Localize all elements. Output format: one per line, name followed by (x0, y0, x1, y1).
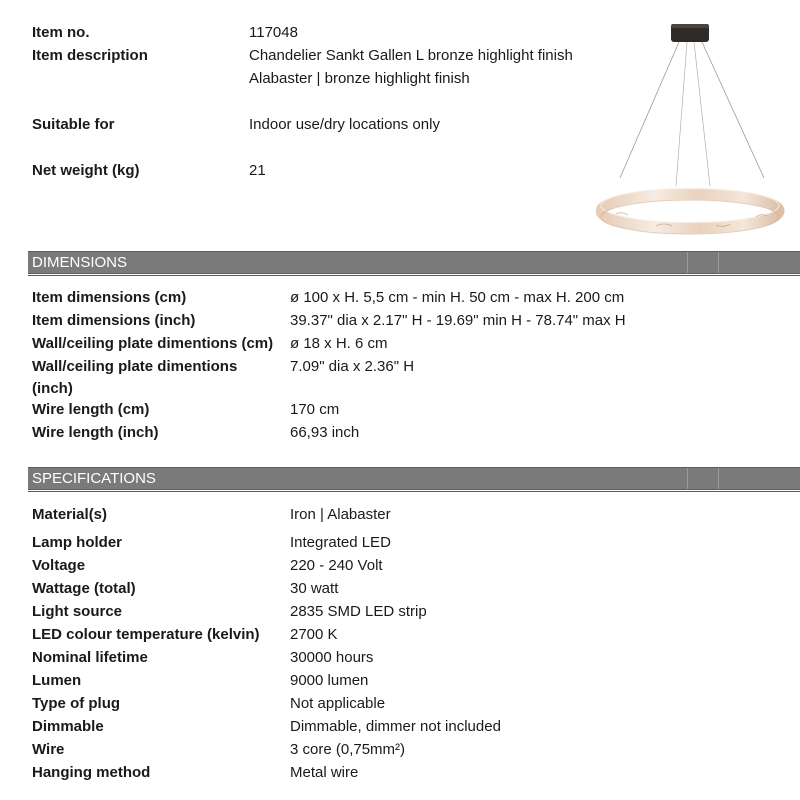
spec-value-wire: 3 core (0,75mm²) (290, 741, 406, 758)
band-divider (687, 252, 688, 273)
dim-label-plate-cm: Wall/ceiling plate dimentions (cm) (32, 335, 274, 352)
spec-label-wattage: Wattage (total) (32, 580, 136, 597)
band-divider (687, 468, 688, 489)
suitable-for-label: Suitable for (32, 116, 115, 133)
spec-value-wattage: 30 watt (290, 580, 339, 597)
net-weight-value: 21 (249, 162, 266, 179)
item-description-label: Item description (32, 47, 148, 64)
spec-label-light-source: Light source (32, 603, 123, 620)
chandelier-product-image (596, 18, 786, 236)
band-divider (718, 252, 719, 273)
dimensions-rule (28, 275, 800, 276)
dim-label-wire-inch: Wire length (inch) (32, 424, 159, 441)
band-divider (718, 468, 719, 489)
dim-label-item-inch: Item dimensions (inch) (32, 312, 196, 329)
spec-label-dimmable: Dimmable (32, 718, 104, 735)
dimensions-header-band (28, 251, 800, 274)
spec-label-lamp-holder: Lamp holder (32, 534, 123, 551)
spec-label-voltage: Voltage (32, 557, 86, 574)
dim-label-wire-cm: Wire length (cm) (32, 401, 150, 418)
dim-value-item-cm: ø 100 x H. 5,5 cm - min H. 50 cm - max H. 200 cm (290, 289, 625, 306)
dim-value-wire-inch: 66,93 inch (290, 424, 360, 441)
spec-value-dimmable: Dimmable, dimmer not included (290, 718, 501, 735)
spec-value-lamp-holder: Integrated LED (290, 534, 391, 551)
spec-label-hanging: Hanging method (32, 764, 151, 781)
item-description-line1: Chandelier Sankt Gallen L bronze highlight finish (249, 47, 573, 64)
spec-value-plug: Not applicable (290, 695, 386, 712)
item-no-value: 117048 (249, 24, 298, 41)
specifications-rule (28, 491, 800, 492)
net-weight-label: Net weight (kg) (32, 162, 140, 179)
spec-value-colour-temp: 2700 K (290, 626, 338, 643)
dim-label-plate-inch: Wall/ceiling plate dimentions (32, 358, 238, 375)
dim-label-item-cm: Item dimensions (cm) (32, 289, 187, 306)
spec-label-plug: Type of plug (32, 695, 121, 712)
spec-value-lifetime: 30000 hours (290, 649, 374, 666)
spec-value-light-source: 2835 SMD LED strip (290, 603, 427, 620)
dim-value-plate-inch: 7.09" dia x 2.36" H (290, 358, 415, 375)
suitable-for-value: Indoor use/dry locations only (249, 116, 440, 133)
spec-label-lifetime: Nominal lifetime (32, 649, 148, 666)
spec-label-wire: Wire (32, 741, 65, 758)
specifications-title: SPECIFICATIONS (32, 470, 156, 487)
dim-value-plate-cm: ø 18 x H. 6 cm (290, 335, 388, 352)
dimensions-title: DIMENSIONS (32, 254, 128, 271)
dim-value-item-inch: 39.37" dia x 2.17" H - 19.69" min H - 78.74" max H (290, 312, 626, 329)
spec-value-lumen: 9000 lumen (290, 672, 369, 689)
dim-label-plate-inch-cont: (inch) (32, 380, 73, 397)
item-no-label: Item no. (32, 24, 90, 41)
spec-value-material: Iron | Alabaster (290, 506, 391, 523)
spec-value-hanging: Metal wire (290, 764, 359, 781)
specifications-header-band (28, 467, 800, 490)
spec-value-voltage: 220 - 240 Volt (290, 557, 383, 574)
item-description-line2: Alabaster | bronze highlight finish (249, 70, 470, 87)
spec-label-lumen: Lumen (32, 672, 82, 689)
dim-value-wire-cm: 170 cm (290, 401, 340, 418)
spec-label-material: Material(s) (32, 506, 108, 523)
spec-label-colour-temp: LED colour temperature (kelvin) (32, 626, 260, 643)
